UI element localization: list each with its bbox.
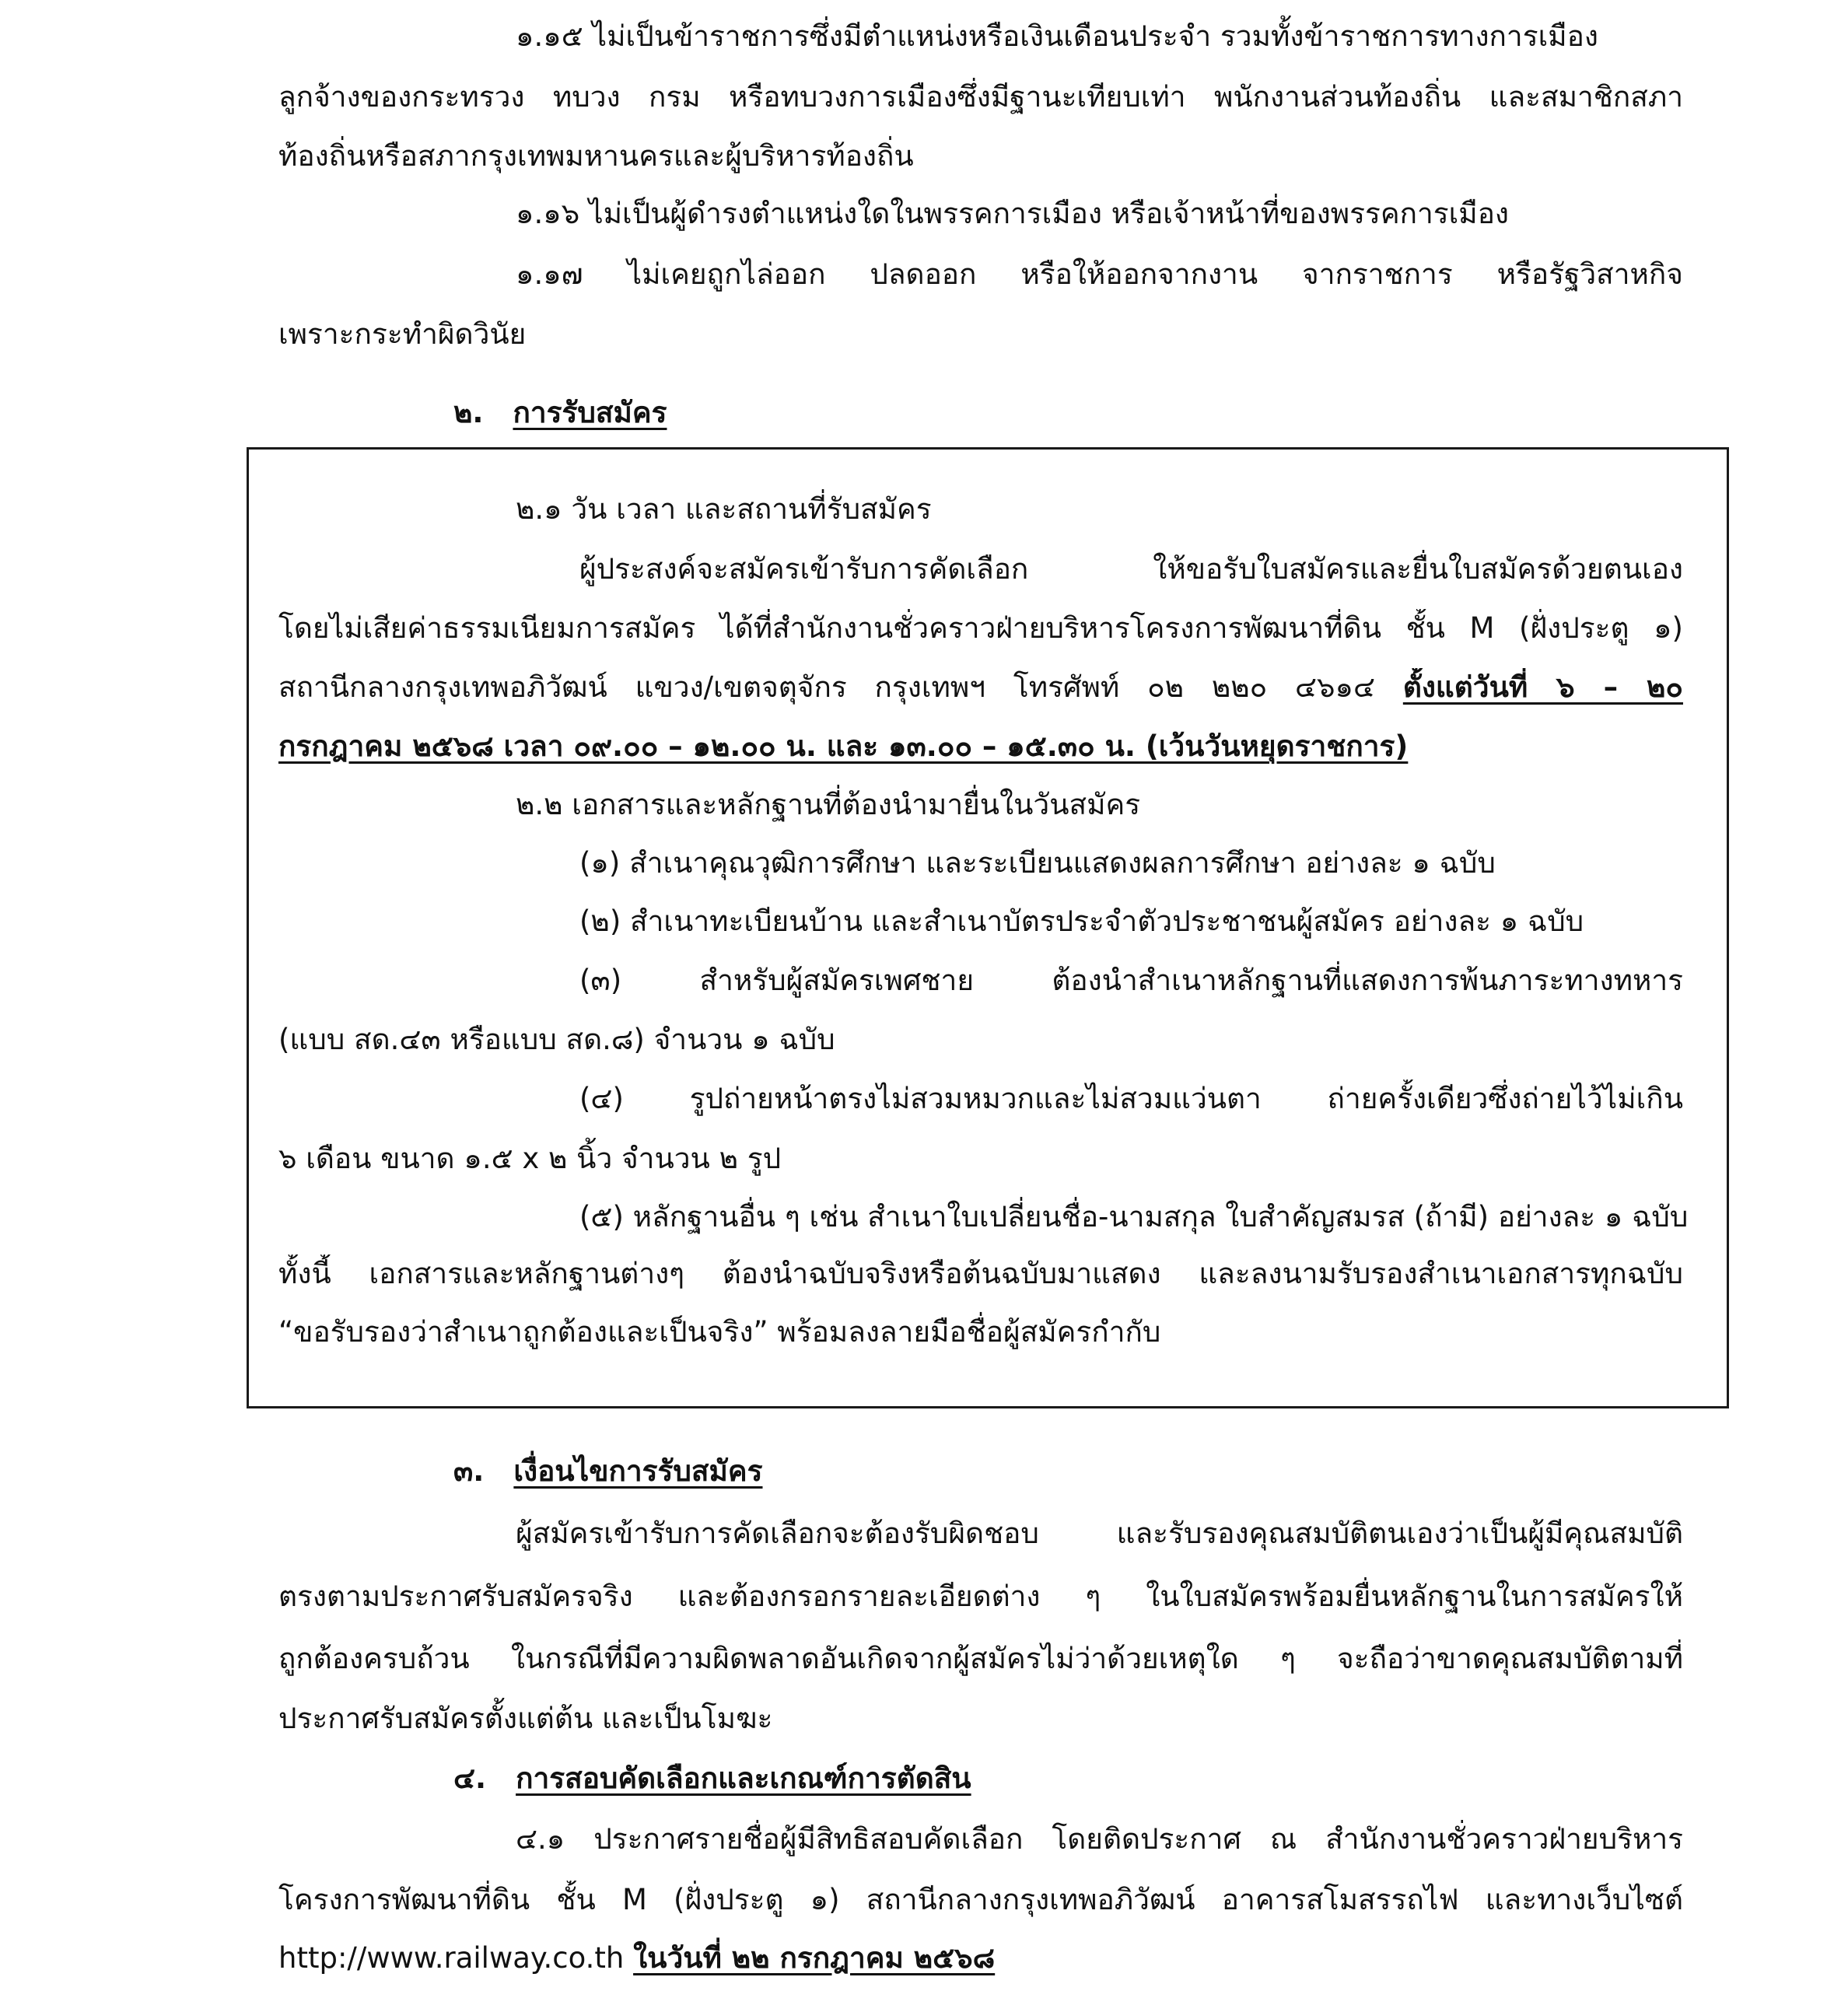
- document-item-5: (๕) หลักฐานอื่น ๆ เช่น สำเนาใบเปลี่ยนชื่อ-นามสกุล ใบสำคัญสมรส (ถ้ามี) อย่างละ ๑ ฉบับ: [579, 1200, 1689, 1233]
- section-2-title: การรับสมัคร: [513, 396, 667, 429]
- item-1-15-line-3: ท้องถิ่นหรือสภากรุงเทพมหานครและผู้บริหารท้องถิ่น: [278, 139, 914, 173]
- section-3-line-1: ผู้สมัครเข้ารับการคัดเลือกจะต้องรับผิดชอบ และรับรองคุณสมบัติตนเองว่าเป็นผู้มีคุณสมบัติ: [516, 1517, 1683, 1550]
- certification-note-line-1: ทั้งนี้ เอกสารและหลักฐานต่างๆ ต้องนำฉบับจริงหรือต้นฉบับมาแสดง และลงนามรับรองสำเนาเอกสารทุกฉบับ: [278, 1257, 1683, 1290]
- item-1-17-line-1: ๑.๑๗ ไม่เคยถูกไล่ออก ปลดออก หรือให้ออกจากงาน จากราชการ หรือรัฐวิสาหกิจ: [516, 257, 1683, 291]
- section-3-title: เงื่อนไขการรับสมัคร: [513, 1454, 763, 1488]
- announcement-date: ในวันที่ ๒๒ กรกฎาคม ๒๕๖๘: [633, 1941, 996, 1975]
- section-3-line-4: ประกาศรับสมัครตั้งแต่ต้น และเป็นโมฆะ: [278, 1702, 773, 1735]
- document-item-2: (๒) สำเนาทะเบียนบ้าน และสำเนาบัตรประจำตัวประชาชนผู้สมัคร อย่างละ ๑ ฉบับ: [579, 905, 1584, 938]
- item-1-17-line-2: เพราะกระทำผิดวินัย: [278, 317, 527, 351]
- subsection-4-1-line-2: โครงการพัฒนาที่ดิน ชั้น M (ฝั่งประตู ๑) สถานีกลางกรุงเทพอภิวัฒน์ อาคารสโมสรรถไฟ และทางเว็บไซต์: [278, 1883, 1683, 1916]
- section-2-heading: [453, 394, 667, 432]
- subsection-2-1-line-3: [278, 668, 1683, 707]
- section-3-number: ๓.: [453, 1454, 485, 1488]
- subsection-2-1-line-2: โดยไม่เสียค่าธรรมเนียมการสมัคร ได้ที่สำนักงานชั่วคราวฝ่ายบริหารโครงการพัฒนาที่ดิน ชั้น M (ฝั่งประตู ๑): [278, 611, 1683, 645]
- subsection-2-1-line-1: ผู้ประสงค์จะสมัครเข้ารับการคัดเลือก ให้ขอรับใบสมัครและยื่นใบสมัครด้วยตนเอง: [579, 552, 1683, 586]
- document-item-3-line-1: (๓) สำหรับผู้สมัครเพศชาย ต้องนำสำเนาหลักฐานที่แสดงการพ้นภาระทางทหาร: [579, 964, 1683, 997]
- certification-note-line-2: “ขอรับรองว่าสำเนาถูกต้องและเป็นจริง” พร้อมลงลายมือชื่อผู้สมัครกำกับ: [278, 1315, 1161, 1349]
- section-3-heading: [453, 1452, 763, 1491]
- section-3-line-2: ตรงตามประกาศรับสมัครจริง และต้องกรอกรายละเอียดต่าง ๆ ในใบสมัครพร้อมยื่นหลักฐานในการสมัครให้: [278, 1580, 1683, 1613]
- section-3-line-3: ถูกต้องครบถ้วน ในกรณีที่มีความผิดพลาดอันเกิดจากผู้สมัครไม่ว่าด้วยเหตุใด ๆ จะถือว่าขาดคุณสมบัติตามที่: [278, 1642, 1683, 1675]
- section-2-number: ๒.: [453, 396, 484, 429]
- subsection-2-1-heading: ๒.๑ วัน เวลา และสถานที่รับสมัคร: [516, 492, 932, 526]
- railway-website-link[interactable]: http://www.railway.co.th: [278, 1941, 625, 1975]
- subsection-4-1-line-3: [278, 1939, 995, 1978]
- section-4-heading: [453, 1759, 971, 1798]
- section-4-title: การสอบคัดเลือกและเกณฑ์การตัดสิน: [516, 1762, 971, 1795]
- document-item-4-line-2: ๖ เดือน ขนาด ๑.๕ x ๒ นิ้ว จำนวน ๒ รูป: [278, 1142, 782, 1175]
- item-1-16: ๑.๑๖ ไม่เป็นผู้ดำรงตำแหน่งใดในพรรคการเมือง หรือเจ้าหน้าที่ของพรรคการเมือง: [516, 197, 1509, 230]
- item-1-15-line-2: ลูกจ้างของกระทรวง ทบวง กรม หรือทบวงการเมืองซึ่งมีฐานะเทียบเท่า พนักงานส่วนท้องถิ่น และสมาชิกสภา: [278, 80, 1683, 114]
- subsection-2-2-heading: ๒.๒ เอกสารและหลักฐานที่ต้องนำมายื่นในวันสมัคร: [516, 788, 1141, 821]
- application-period-start: ตั้งแต่วันที่ ๖ – ๒๐: [1402, 670, 1683, 704]
- subsection-4-1-line-1: ๔.๑ ประกาศรายชื่อผู้มีสิทธิสอบคัดเลือก โดยติดประกาศ ณ สำนักงานชั่วคราวฝ่ายบริหาร: [516, 1822, 1683, 1856]
- item-1-15-line-1: ๑.๑๕ ไม่เป็นข้าราชการซึ่งมีตำแหน่งหรือเงินเดือนประจำ รวมทั้งข้าราชการทางการเมือง: [516, 19, 1598, 53]
- document-item-3-line-2: (แบบ สด.๔๓ หรือแบบ สด.๘) จำนวน ๑ ฉบับ: [278, 1023, 835, 1056]
- application-period-time: กรกฎาคม ๒๕๖๘ เวลา ๐๙.๐๐ – ๑๒.๐๐ น. และ ๑๓.๐๐ – ๑๕.๓๐ น. (เว้นวันหยุดราชการ): [278, 730, 1409, 763]
- address-phone-text: สถานีกลางกรุงเทพอภิวัฒน์ แขวง/เขตจตุจักร กรุงเทพฯ โทรศัพท์ ๐๒ ๒๒๐ ๔๖๑๔: [278, 670, 1403, 704]
- document-item-4-line-1: (๔) รูปถ่ายหน้าตรงไม่สวมหมวกและไม่สวมแว่นตา ถ่ายครั้งเดียวซึ่งถ่ายไว้ไม่เกิน: [579, 1082, 1683, 1115]
- document-item-1: (๑) สำเนาคุณวุฒิการศึกษา และระเบียนแสดงผลการศึกษา อย่างละ ๑ ฉบับ: [579, 846, 1496, 880]
- section-4-number: ๔.: [453, 1762, 487, 1795]
